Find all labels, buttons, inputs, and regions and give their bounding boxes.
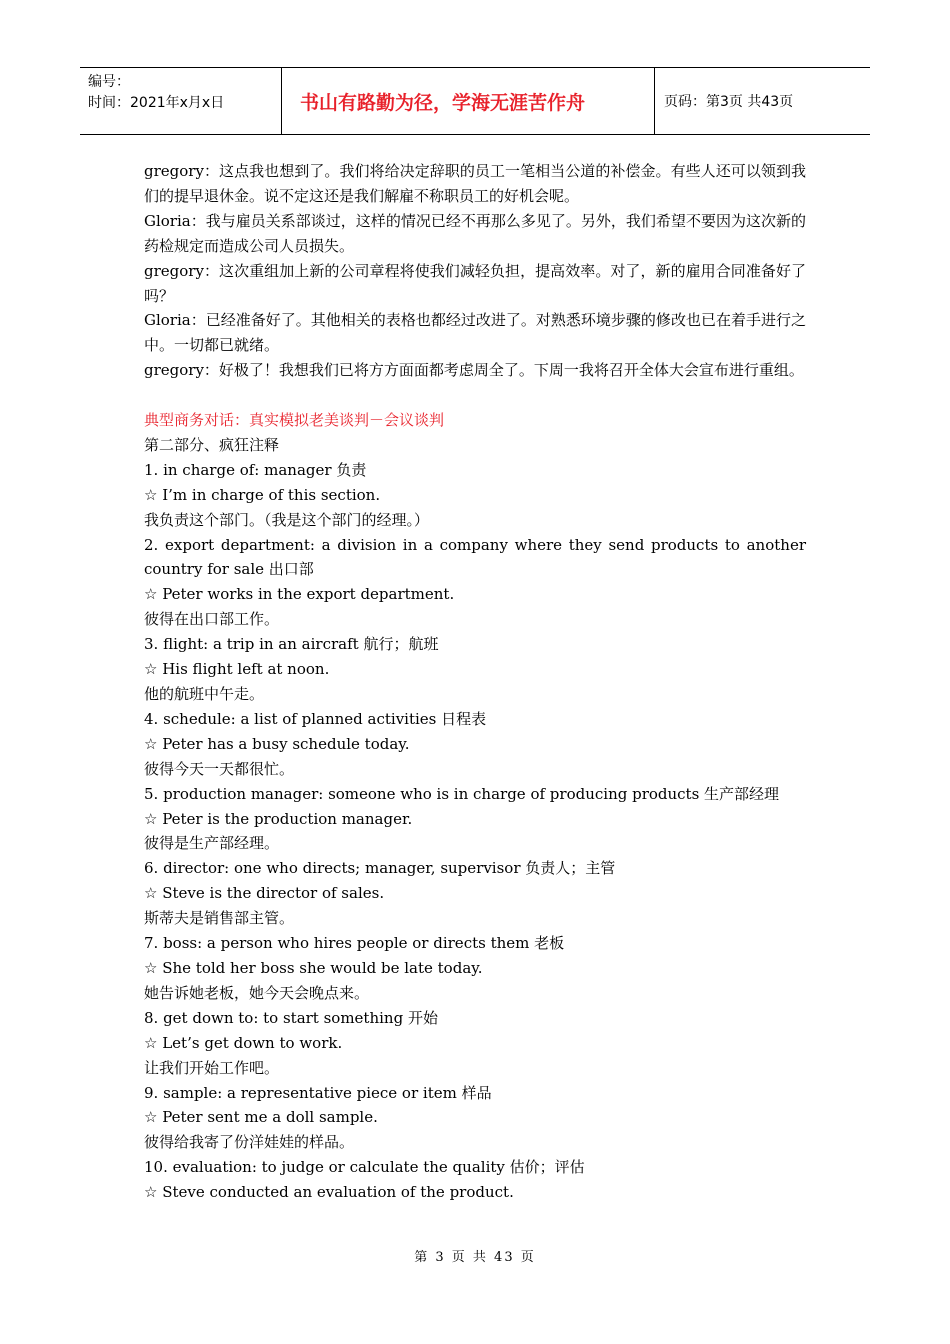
spacer <box>144 383 806 408</box>
entry-translation: 彼得给我寄了份洋娃娃的样品。 <box>144 1133 355 1152</box>
dialogue-line: gregory：这点我也想到了。我们将给决定辞职的员工一笔相当公道的补偿金。有些人还可以领到我们的提早退休金。说不定这还是我们解雇不称职员工的好机会呢。 <box>144 162 806 205</box>
entry-term: 2. export department: a division in a company where they send products to another country for sale 出口部 <box>144 535 806 579</box>
page-header <box>80 67 870 135</box>
entry-term: 3. flight: a trip in an aircraft 航行；航班 <box>144 635 439 654</box>
entry-term: 6. director: one who directs; manager, supervisor 负责人；主管 <box>144 859 616 878</box>
entry-term: 9. sample: a representative piece or item 样品 <box>144 1083 492 1102</box>
dialogue-line: gregory：好极了！我想我们已将方方面面都考虑周全了。下周一我将召开全体大会宣布进行重组。 <box>144 361 804 380</box>
header-page-label: 页码：第3页 共43页 <box>664 94 794 110</box>
entry-example: ☆ Peter has a busy schedule today. <box>144 734 410 753</box>
part-title: 第二部分、疯狂注释 <box>144 435 280 454</box>
entry-term: 10. evaluation: to judge or calculate the quality 估价；评估 <box>144 1158 585 1177</box>
entry-translation: 彼得是生产部经理。 <box>144 834 280 853</box>
header-info <box>80 68 282 134</box>
time-label: 时间：2021年x月x日 <box>88 95 225 111</box>
dialogue-line: Gloria：我与雇员关系部谈过，这样的情况已经不再那么多见了。另外，我们希望不要因为这次新的药检规定而造成公司人员损失。 <box>144 211 806 255</box>
dialogue-line: gregory：这次重组加上新的公司章程将使我们减轻负担，提高效率。对了，新的雇用合同准备好了吗？ <box>144 261 806 305</box>
page-footer: 第 3 页 共 43 页 <box>414 1250 536 1265</box>
number-label: 编号： <box>88 74 130 90</box>
entry-term: 7. boss: a person who hires people or directs them 老板 <box>144 934 565 953</box>
document-body <box>144 159 806 1205</box>
entry-term: 8. get down to: to start something 开始 <box>144 1008 438 1027</box>
entry-term: 5. production manager: someone who is in charge of producing products 生产部经理 <box>144 784 780 803</box>
dialogue-line: Gloria：已经准备好了。其他相关的表格也都经过改进了。对熟悉环境步骤的修改也已在着手进行之中。一切都已就绪。 <box>144 311 806 355</box>
entry-translation: 他的航班中午走。 <box>144 685 265 704</box>
entry-translation: 我负责这个部门。（我是这个部门的经理。） <box>144 510 430 529</box>
entry-example: ☆ Steve conducted an evaluation of the product. <box>144 1183 514 1202</box>
entry-example: ☆ Let’s get down to work. <box>144 1033 343 1052</box>
entry-translation: 斯蒂夫是销售部主管。 <box>144 909 295 928</box>
entry-translation: 彼得在出口部工作。 <box>144 610 280 629</box>
entry-example: ☆ Peter works in the export department. <box>144 585 455 604</box>
entry-example: ☆ His flight left at noon. <box>144 660 330 679</box>
entry-translation: 她告诉她老板，她今天会晚点来。 <box>144 983 370 1002</box>
entry-term: 1. in charge of: manager 负责 <box>144 460 367 479</box>
entry-example: ☆ I’m in charge of this section. <box>144 485 381 504</box>
entry-example: ☆ Peter sent me a doll sample. <box>144 1108 378 1127</box>
entry-translation: 让我们开始工作吧。 <box>144 1058 280 1077</box>
entry-example: ☆ Peter is the production manager. <box>144 809 413 828</box>
entry-example: ☆ She told her boss she would be late today. <box>144 958 483 977</box>
entry-term: 4. schedule: a list of planned activities 日程表 <box>144 709 487 728</box>
header-motto: 书山有路勤为径，学海无涯苦作舟 <box>282 68 655 134</box>
section-title: 典型商务对话：真实模拟老美谈判－会议谈判 <box>144 411 445 430</box>
entry-example: ☆ Steve is the director of sales. <box>144 884 385 903</box>
entry-translation: 彼得今天一天都很忙。 <box>144 759 295 778</box>
